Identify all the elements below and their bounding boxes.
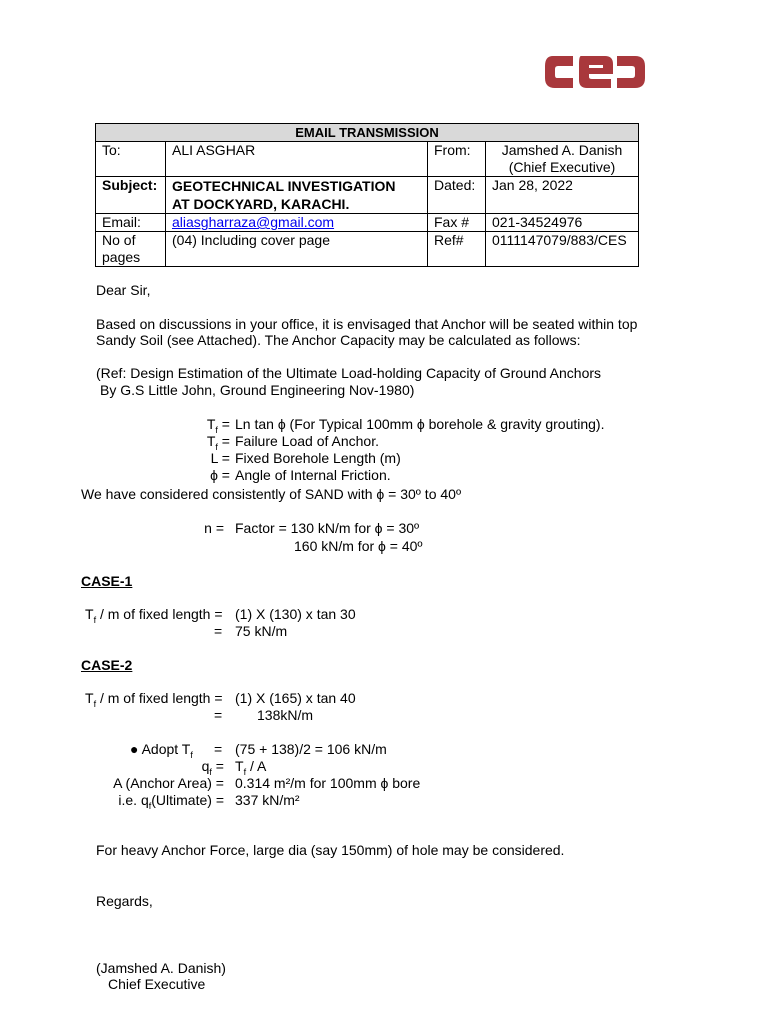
heavy-anchor-note: For heavy Anchor Force, large dia (say 150mm) of hole may be considered. bbox=[96, 842, 565, 858]
qf-rhs: $T_f$ / A bbox=[235, 758, 267, 777]
n-factor-line-1: Factor = 130 kN/m for ϕ = 30º bbox=[235, 520, 420, 536]
pages-label-line-2: pages bbox=[102, 249, 141, 265]
n-symbol: n = bbox=[204, 520, 224, 536]
logo-glyphs bbox=[545, 56, 645, 88]
case-2-heading: CASE-2 bbox=[81, 657, 133, 673]
fax-label: Fax # bbox=[428, 214, 486, 232]
pages-label-line-1: No of bbox=[102, 232, 136, 248]
case-2-rhs-2: 138kN/m bbox=[257, 707, 314, 723]
pages-label bbox=[96, 232, 166, 267]
from-label: From: bbox=[428, 142, 486, 177]
reference-line-1: (Ref: Design Estimation of the Ultimate Load-holding Capacity of Ground Anchors bbox=[96, 365, 602, 381]
case-1-eq-2: = bbox=[214, 623, 223, 639]
ultimate-lhs: i.e. $q_f(Ultimate)$ = bbox=[118, 792, 224, 811]
adopt-rhs: (75 + 138)/2 = 106 kN/m bbox=[235, 741, 387, 757]
def-l-symbol: L = bbox=[210, 450, 230, 466]
email-transmission-table bbox=[95, 123, 639, 267]
sand-statement: We have considered consistently of SAND with ϕ = 30º to 40º bbox=[81, 486, 462, 502]
pages-value: (04) Including cover page bbox=[166, 232, 428, 267]
dated-value: Jan 28, 2022 bbox=[486, 177, 639, 214]
to-value: ALI ASGHAR bbox=[166, 142, 428, 177]
email-link[interactable]: aliasgharraza@gmail.com bbox=[172, 214, 335, 230]
def-phi-symbol: ϕ = bbox=[210, 467, 230, 483]
ref-label: Ref# bbox=[428, 232, 486, 267]
dated-label: Dated: bbox=[428, 177, 486, 214]
salutation: Dear Sir, bbox=[96, 282, 151, 298]
area-rhs: 0.314 m²/m for 100mm ϕ bore bbox=[235, 775, 421, 791]
def-tf2-text: Failure Load of Anchor. bbox=[235, 433, 379, 449]
reference-line-2: By G.S Little John, Ground Engineering Nov-1980) bbox=[100, 382, 415, 398]
ultimate-rhs: 337 kN/m² bbox=[235, 792, 300, 808]
intro-line-1: Based on discussions in your office, it is envisaged that Anchor will be seated within top bbox=[96, 316, 638, 332]
adopt-lhs: ● Adopt $T_f$ bbox=[130, 741, 193, 760]
ref-value: 0111147079/883/CES bbox=[486, 232, 639, 267]
def-phi-text: Angle of Internal Friction. bbox=[235, 467, 391, 483]
def-tf2-symbol: $T_f$ = bbox=[206, 433, 230, 452]
regards: Regards, bbox=[96, 893, 153, 909]
subject-line-1: GEOTECHNICAL INVESTIGATION bbox=[172, 178, 396, 194]
from-value bbox=[486, 142, 639, 177]
case-2-lhs: $T_f$ / m of fixed length = bbox=[85, 690, 223, 709]
def-tf-symbol: $T_f$ = bbox=[206, 416, 230, 435]
table-title: EMAIL TRANSMISSION bbox=[96, 124, 639, 142]
subject-label: Subject: bbox=[96, 177, 166, 214]
signature-name: (Jamshed A. Danish) bbox=[96, 960, 226, 976]
def-l-text: Fixed Borehole Length (m) bbox=[235, 450, 401, 466]
case-1-rhs-1: (1) X (130) x tan 30 bbox=[235, 606, 356, 622]
case-2-eq-2: = bbox=[214, 707, 223, 723]
case-1-rhs-2: 75 kN/m bbox=[235, 623, 288, 639]
intro-line-2: Sandy Soil (see Attached). The Anchor Capacity may be calculated as follows: bbox=[96, 332, 581, 348]
case-1-heading: CASE-1 bbox=[81, 573, 133, 589]
case-2-rhs-1: (1) X (165) x tan 40 bbox=[235, 690, 356, 706]
subject-line-2: AT DOCKYARD, KARACHI. bbox=[172, 196, 350, 212]
area-lhs: A (Anchor Area) = bbox=[113, 775, 224, 791]
adopt-eq: = bbox=[214, 741, 223, 757]
to-label: To: bbox=[96, 142, 166, 177]
n-factor-line-2: 160 kN/m for ϕ = 40º bbox=[294, 538, 423, 554]
def-tf-formula: Ln tan ϕ (For Typical 100mm ϕ borehole & gravity grouting). bbox=[235, 416, 605, 432]
from-title: (Chief Executive) bbox=[508, 159, 616, 175]
fax-value: 021-34524976 bbox=[486, 214, 639, 232]
from-name: Jamshed A. Danish bbox=[501, 142, 623, 158]
email-label: Email: bbox=[96, 214, 166, 232]
qf-lhs: $q_f$ = bbox=[201, 758, 224, 777]
ces-logo bbox=[543, 48, 647, 94]
subject-value bbox=[166, 177, 428, 214]
case-1-lhs: $T_f$ / m of fixed length = bbox=[85, 606, 223, 625]
email-cell bbox=[166, 214, 428, 232]
signature-title: Chief Executive bbox=[108, 976, 206, 992]
